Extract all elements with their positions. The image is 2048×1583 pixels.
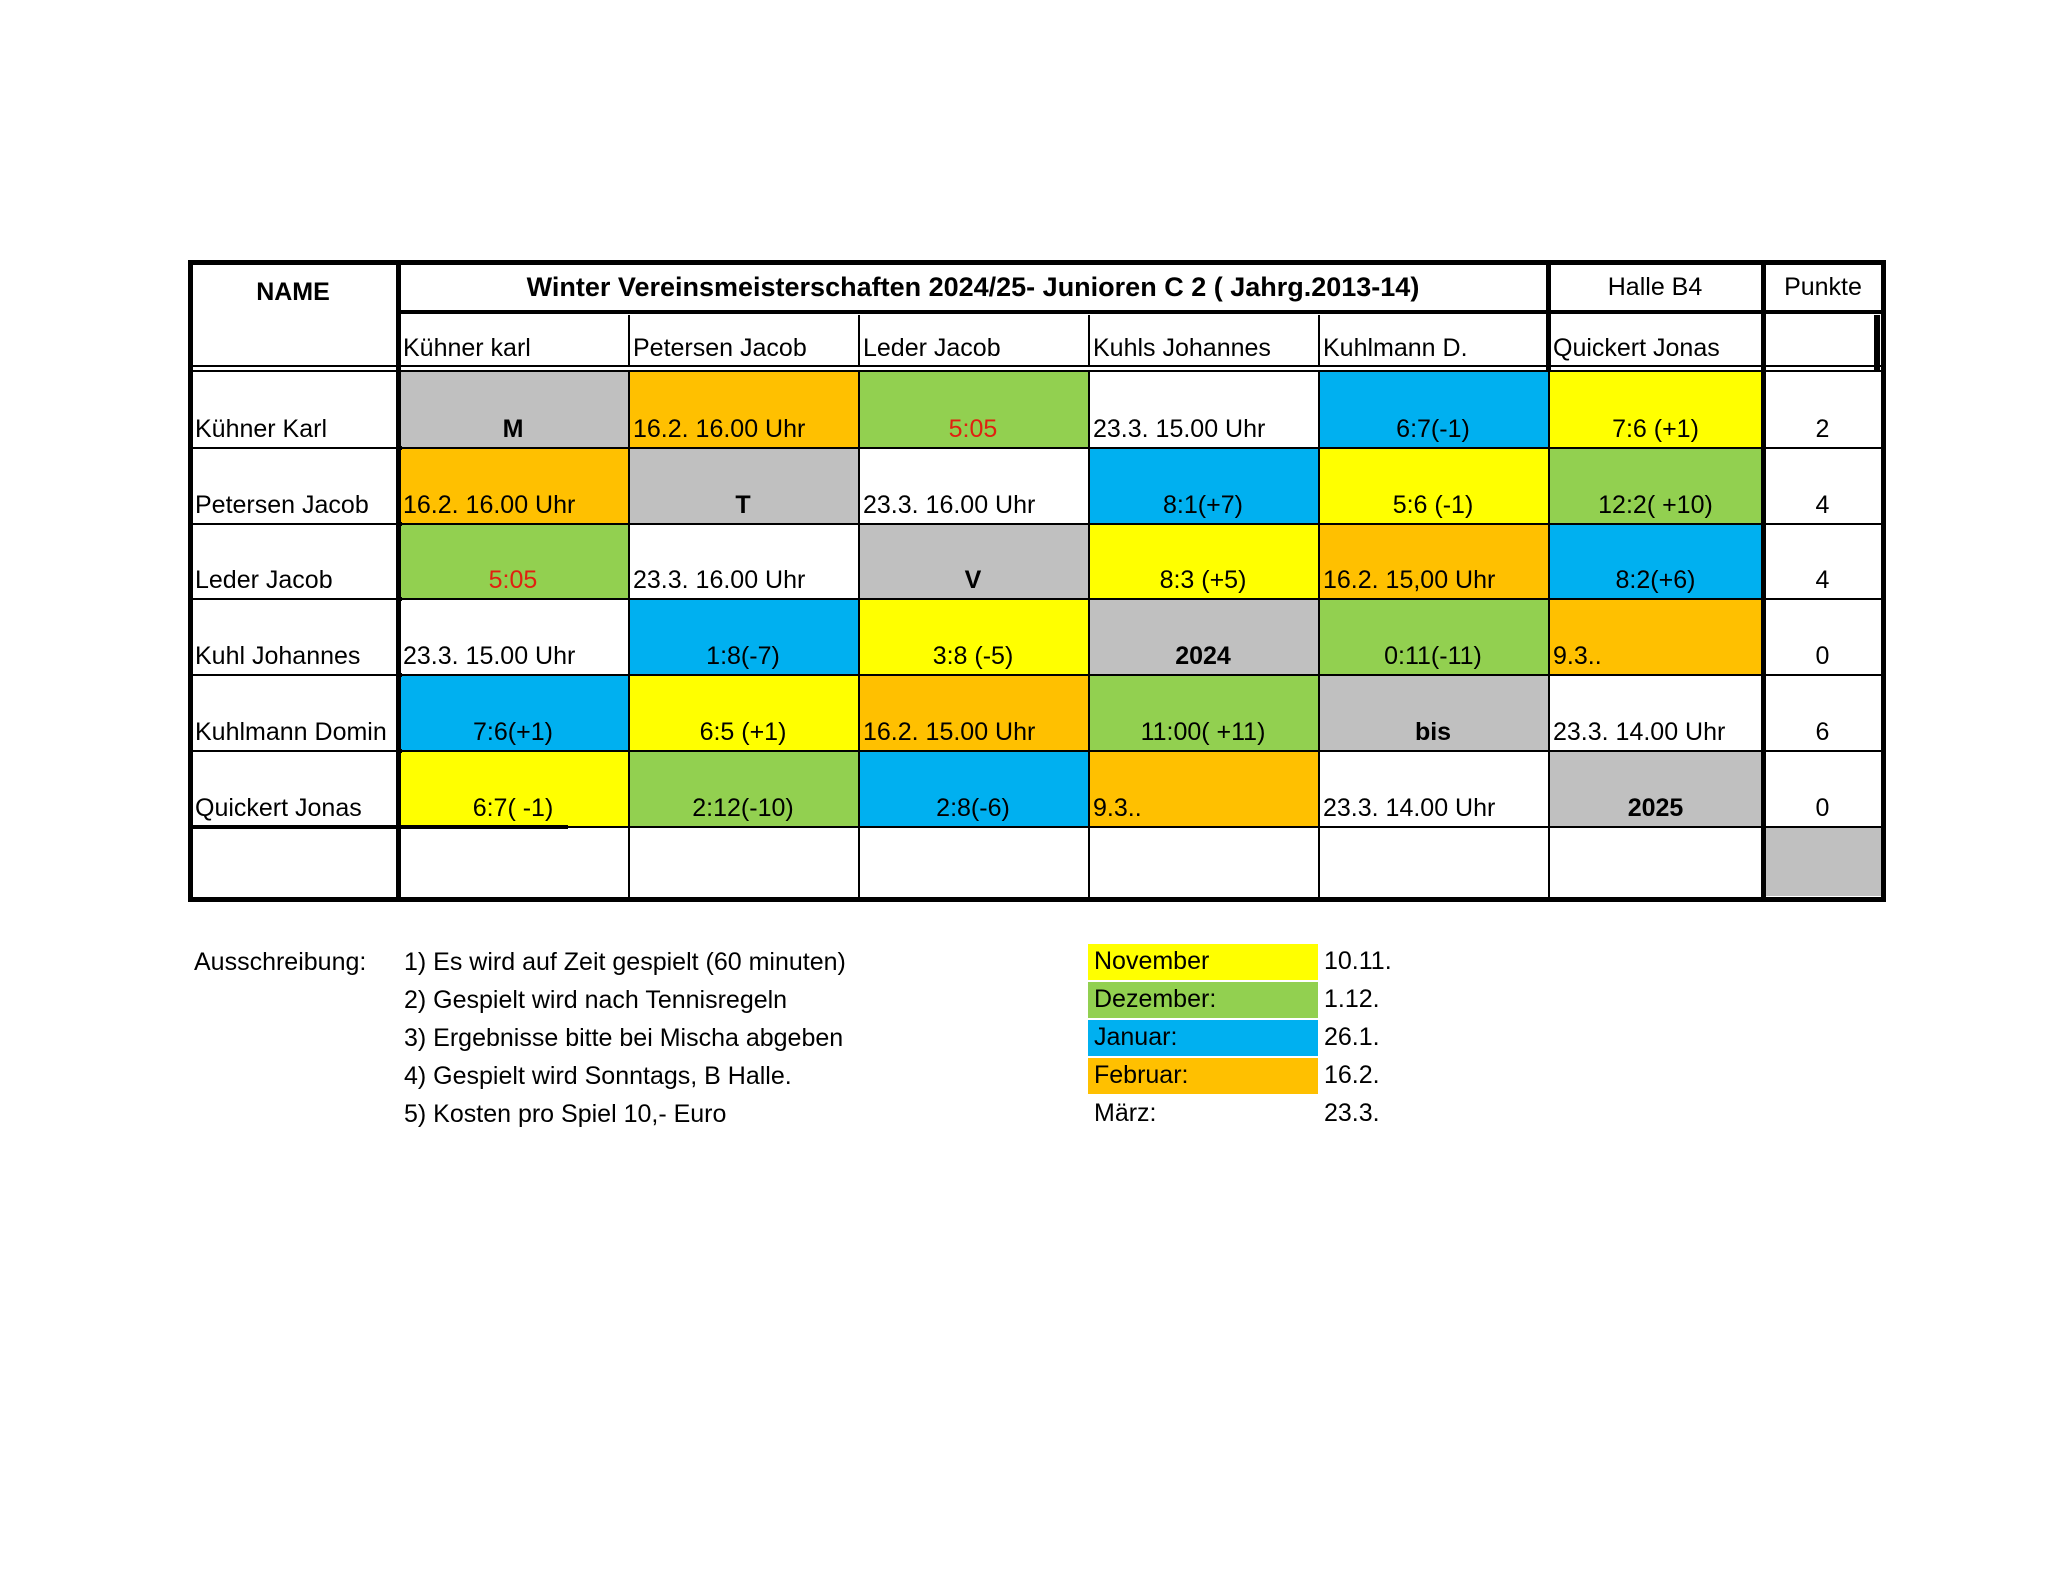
- empty-points-cell: [1763, 827, 1882, 896]
- row-player-name: Kühner Karl: [195, 415, 328, 443]
- legend-date: 1.12.: [1324, 985, 1380, 1013]
- match-cell: 9.3..: [1548, 599, 1763, 675]
- match-cell: 16.2. 16.00 Uhr: [398, 448, 628, 524]
- grid-line: [188, 897, 1886, 902]
- grid-line: [1318, 315, 1320, 367]
- match-cell: 23.3. 16.00 Uhr: [628, 524, 858, 599]
- legend-month: März:: [1088, 1096, 1318, 1132]
- column-header: Petersen Jacob: [633, 334, 807, 362]
- grid-line: [188, 750, 1886, 752]
- row-points: 0: [1815, 794, 1830, 822]
- match-cell: 0:11(-11): [1318, 599, 1548, 675]
- rule-item: 5) Kosten pro Spiel 10,- Euro: [404, 1100, 727, 1128]
- rule-item: 1) Es wird auf Zeit gespielt (60 minuten): [404, 948, 846, 976]
- legend-date: 10.11.: [1324, 947, 1392, 975]
- empty-cell: [858, 827, 1088, 896]
- match-cell: 8:2(+6): [1548, 524, 1763, 599]
- match-cell: 23.3. 15.00 Uhr: [1088, 372, 1318, 448]
- grid-line: [1548, 315, 1550, 367]
- legend-date: 23.3.: [1324, 1099, 1380, 1127]
- legend-date: 16.2.: [1324, 1061, 1380, 1089]
- empty-cell: [1088, 827, 1318, 896]
- grid-line: [188, 598, 1886, 600]
- grid-line: [1874, 315, 1880, 370]
- diagonal-label-cell: T: [628, 448, 858, 524]
- rule-item: 2) Gespielt wird nach Tennisregeln: [404, 986, 788, 1014]
- grid-line: [188, 674, 1886, 676]
- empty-cell: [1548, 827, 1763, 896]
- match-cell: 12:2( +10): [1548, 448, 1763, 524]
- grid-line: [1318, 372, 1320, 902]
- grid-line: [396, 673, 402, 677]
- match-cell: 6:7( -1): [398, 751, 628, 827]
- legend-date: 26.1.: [1324, 1023, 1380, 1051]
- match-cell: 3:8 (-5): [858, 599, 1088, 675]
- match-cell: 16.2. 15,00 Uhr: [1318, 524, 1548, 599]
- match-cell: 11:00( +11): [1088, 675, 1318, 751]
- match-cell: 23.3. 14.00 Uhr: [1548, 675, 1763, 751]
- grid-line: [1088, 315, 1090, 367]
- row-points: 6: [1815, 718, 1830, 746]
- grid-line: [396, 310, 1886, 314]
- row-player-name: Leder Jacob: [195, 566, 333, 594]
- grid-line: [188, 825, 568, 829]
- rule-item: 3) Ergebnisse bitte bei Mischa abgeben: [404, 1024, 844, 1052]
- row-player-name: Kuhl Johannes: [195, 642, 361, 670]
- grid-line: [396, 749, 402, 753]
- grid-line: [188, 365, 1886, 367]
- grid-line: [1761, 260, 1766, 902]
- grid-line: [396, 522, 402, 526]
- legend-month: November: [1088, 944, 1318, 980]
- footer-label: Ausschreibung:: [194, 948, 367, 976]
- diagonal-label-cell: M: [398, 372, 628, 448]
- match-cell: 6:7(-1): [1318, 372, 1548, 448]
- grid-line: [188, 260, 1886, 265]
- match-cell: 9.3..: [1088, 751, 1318, 827]
- grid-line: [188, 523, 1886, 525]
- diagonal-label-cell: 2024: [1088, 599, 1318, 675]
- match-cell: 5:05: [398, 524, 628, 599]
- column-header: Leder Jacob: [863, 334, 1001, 362]
- column-header: Kühner karl: [403, 334, 531, 362]
- column-header: Kuhls Johannes: [1093, 334, 1271, 362]
- grid-line: [1088, 372, 1090, 902]
- hall-label: Halle B4: [1607, 272, 1703, 301]
- diagonal-label-cell: V: [858, 524, 1088, 599]
- row-points: 4: [1815, 566, 1830, 594]
- column-header: Kuhlmann D.: [1323, 334, 1468, 362]
- grid-line: [396, 825, 402, 829]
- match-cell: 6:5 (+1): [628, 675, 858, 751]
- table-title: Winter Vereinsmeisterschaften 2024/25- Junioren C 2 ( Jahrg.2013-14): [526, 271, 1420, 302]
- diagonal-label-cell: bis: [1318, 675, 1548, 751]
- legend-month: Februar:: [1088, 1058, 1318, 1094]
- grid-line: [188, 447, 1886, 449]
- name-header: NAME: [256, 277, 330, 306]
- grid-line: [396, 260, 401, 902]
- match-cell: 16.2. 16.00 Uhr: [628, 372, 858, 448]
- grid-line: [628, 372, 630, 902]
- row-points: 2: [1815, 415, 1830, 443]
- row-player-name: Quickert Jonas: [195, 794, 362, 822]
- match-cell: 8:1(+7): [1088, 448, 1318, 524]
- legend-month: Januar:: [1088, 1020, 1318, 1056]
- empty-cell: [398, 827, 628, 896]
- match-cell: 7:6 (+1): [1548, 372, 1763, 448]
- match-cell: 8:3 (+5): [1088, 524, 1318, 599]
- grid-line: [396, 446, 402, 450]
- match-cell: 2:12(-10): [628, 751, 858, 827]
- match-cell: 5:05: [858, 372, 1088, 448]
- match-cell: 7:6(+1): [398, 675, 628, 751]
- grid-line: [396, 597, 402, 601]
- grid-line: [188, 370, 1886, 372]
- row-points: 4: [1815, 491, 1830, 519]
- match-cell: 23.3. 16.00 Uhr: [858, 448, 1088, 524]
- grid-line: [858, 372, 860, 902]
- grid-line: [858, 315, 860, 367]
- match-cell: 23.3. 14.00 Uhr: [1318, 751, 1548, 827]
- match-cell: 23.3. 15.00 Uhr: [398, 599, 628, 675]
- legend-month: Dezember:: [1088, 982, 1318, 1018]
- match-cell: 5:6 (-1): [1318, 448, 1548, 524]
- empty-cell: [628, 827, 858, 896]
- empty-cell: [190, 827, 398, 896]
- match-cell: 1:8(-7): [628, 599, 858, 675]
- grid-line: [1548, 372, 1550, 902]
- row-points: 0: [1815, 642, 1830, 670]
- match-cell: 16.2. 15.00 Uhr: [858, 675, 1088, 751]
- match-cell: 2:8(-6): [858, 751, 1088, 827]
- row-player-name: Petersen Jacob: [195, 491, 369, 519]
- row-player-name: Kuhlmann Domin: [195, 718, 387, 746]
- rule-item: 4) Gespielt wird Sonntags, B Halle.: [404, 1062, 792, 1090]
- grid-line: [188, 260, 193, 902]
- column-header: Quickert Jonas: [1553, 334, 1720, 362]
- empty-cell: [1318, 827, 1548, 896]
- points-header: Punkte: [1784, 272, 1862, 301]
- diagonal-label-cell: 2025: [1548, 751, 1763, 827]
- grid-line: [628, 315, 630, 367]
- grid-line: [1881, 260, 1886, 902]
